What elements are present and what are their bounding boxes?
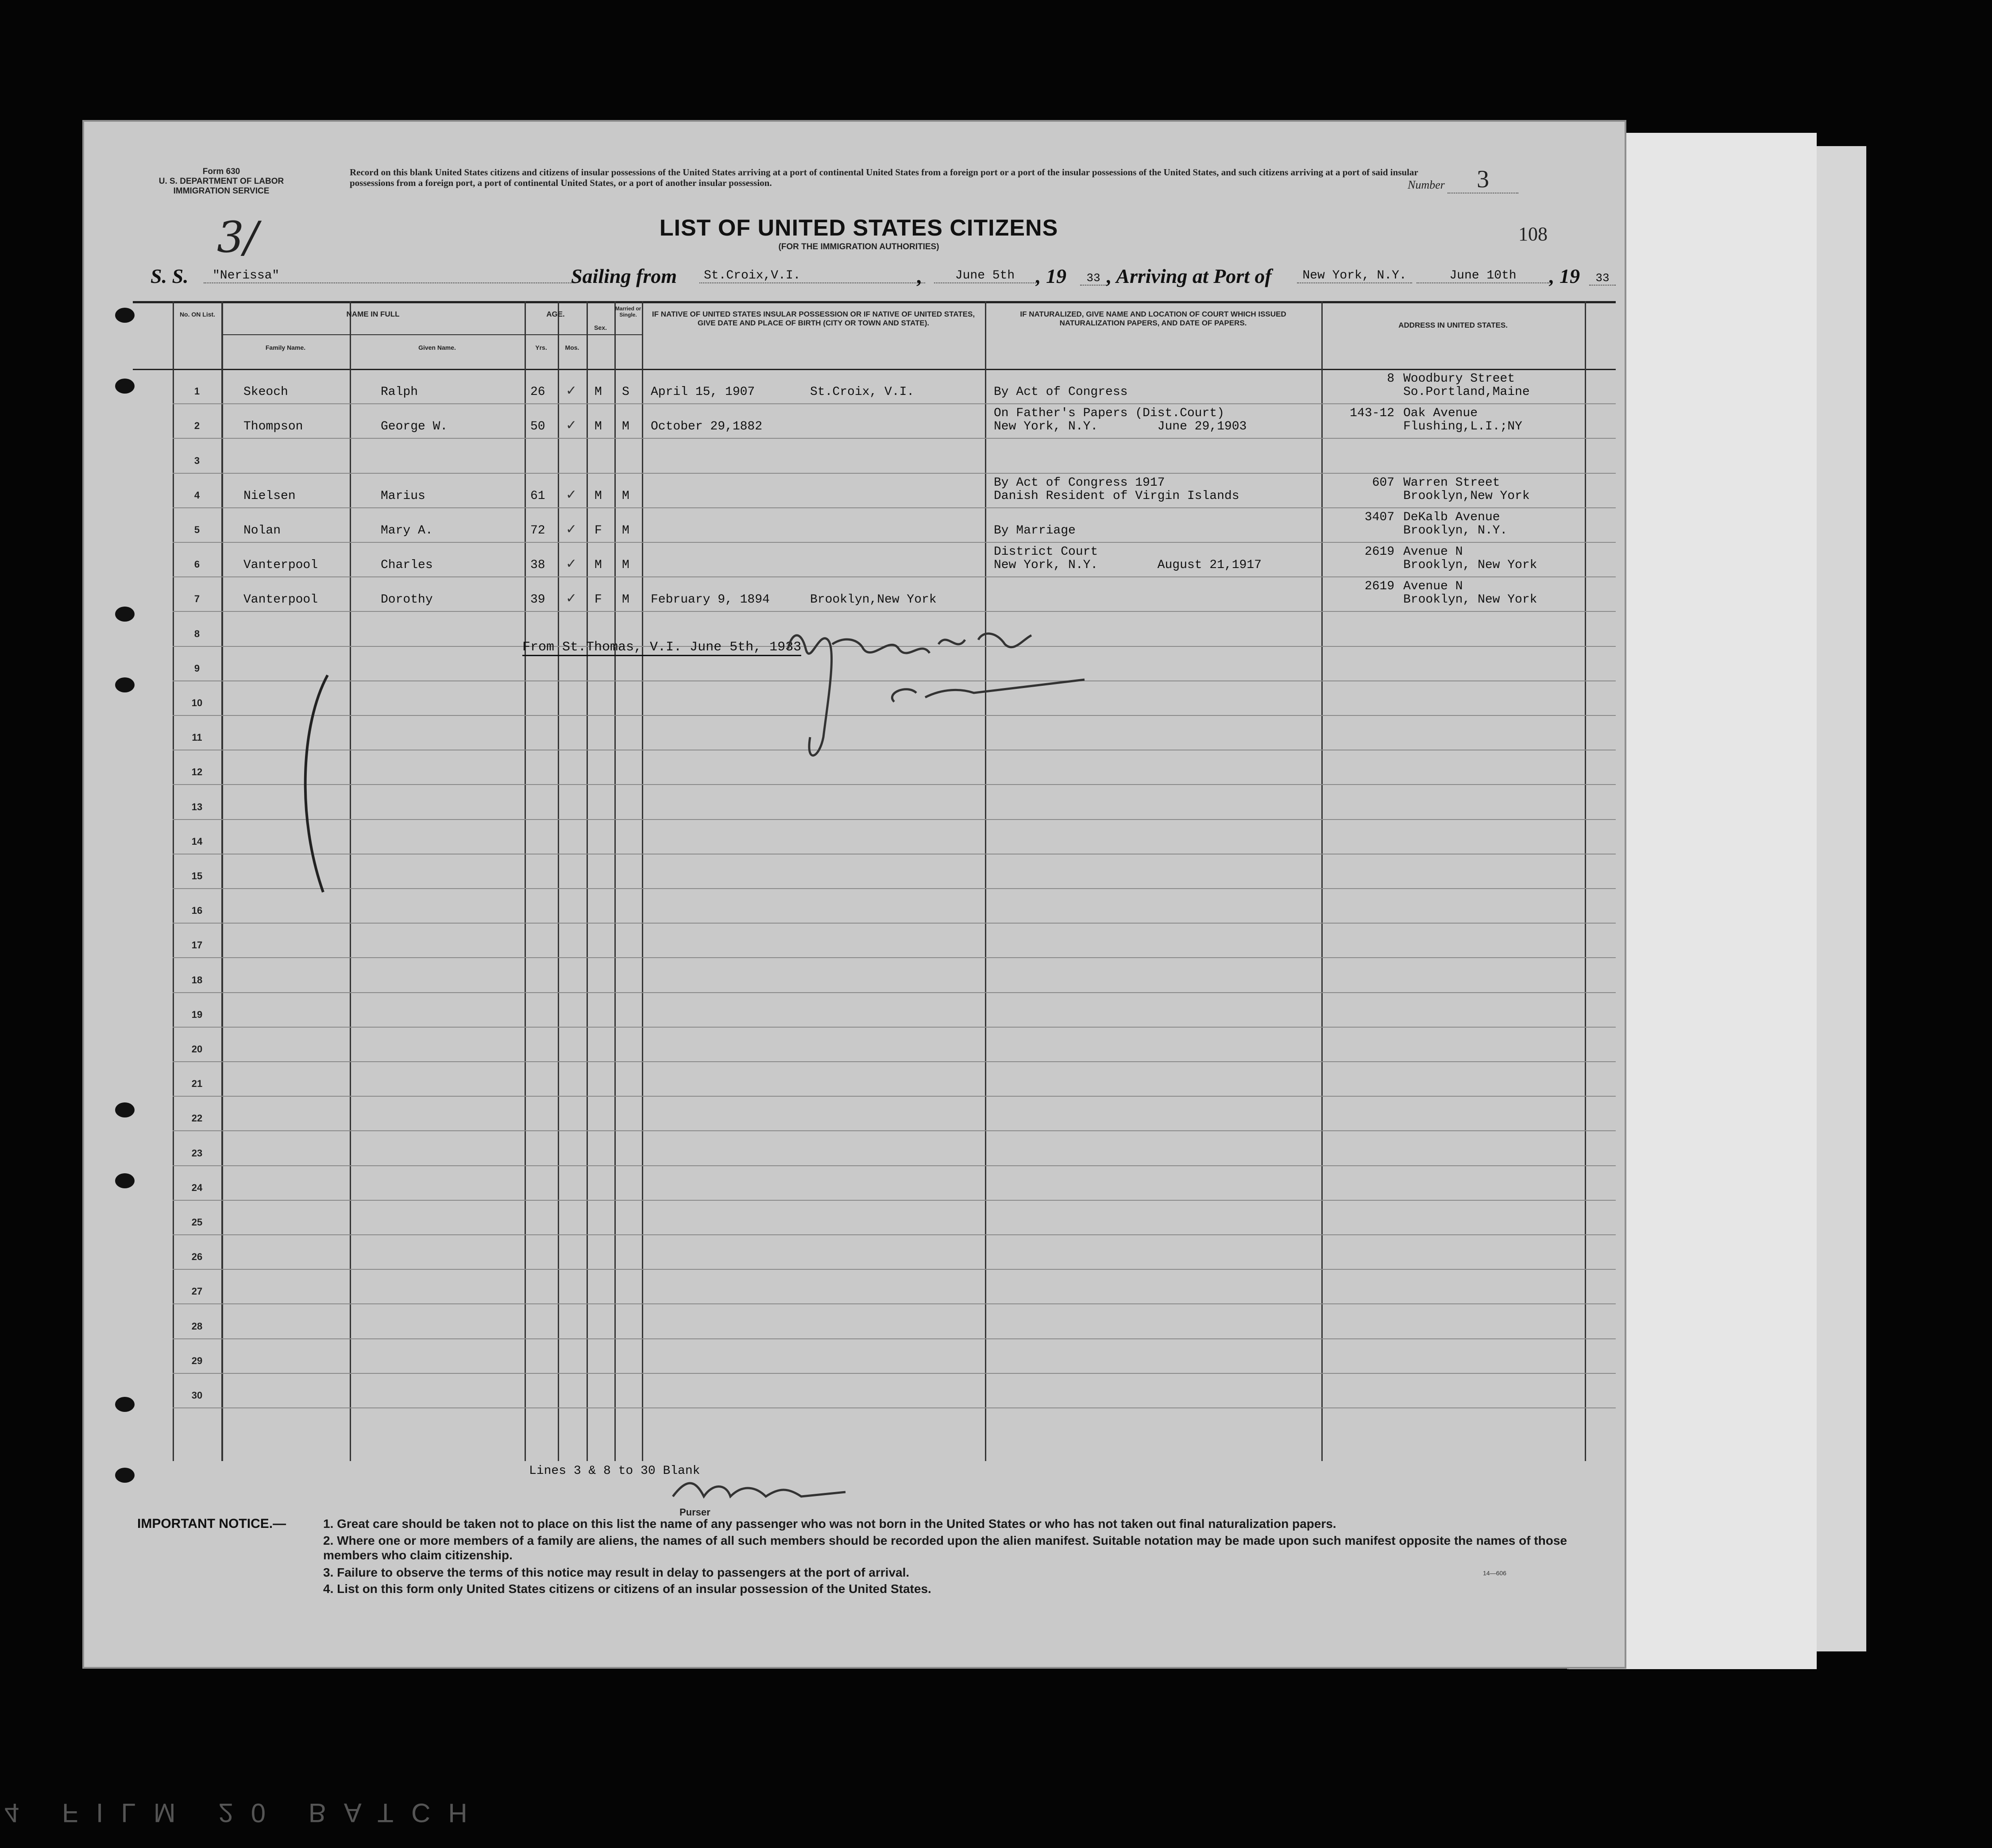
row-number: 2 xyxy=(194,420,200,432)
comma-separator: , xyxy=(916,265,922,287)
row-number: 5 xyxy=(194,524,200,535)
blank-lines-note: Lines 3 & 8 to 30 Blank xyxy=(529,1464,700,1478)
column-divider xyxy=(221,301,223,1461)
row-number: 13 xyxy=(191,801,203,812)
given-name: Dorothy xyxy=(381,593,433,607)
department-name: U. S. DEPARTMENT OF LABOR xyxy=(158,177,284,186)
address-number: 3407 xyxy=(1364,510,1394,524)
header-years: Yrs. xyxy=(535,344,547,351)
row-rule xyxy=(173,1027,1616,1028)
row-number: 9 xyxy=(194,662,200,674)
family-name: Vanterpool xyxy=(243,593,318,607)
row-number: 26 xyxy=(191,1251,203,1263)
address-city: So.Portland,Maine xyxy=(1403,385,1530,399)
notice-item: 2. Where one or more members of a family are aliens, the names of all such members should be recorded upon the alien manifest. Suitable notation may be made upon such manifest opposite the names of those members who claim citizenship. xyxy=(323,1534,1567,1562)
year-prefix: , 19 xyxy=(1549,265,1580,287)
sailing-date: June 5th xyxy=(934,269,1036,283)
age-years: 61 xyxy=(530,489,545,503)
year-prefix: , 19 xyxy=(1036,265,1066,287)
column-divider xyxy=(1321,301,1323,1461)
given-name: Ralph xyxy=(381,385,418,399)
row-rule xyxy=(173,1407,1616,1408)
subheader-rule xyxy=(221,334,642,335)
arriving-label: , Arriving at Port of xyxy=(1107,265,1272,287)
column-divider xyxy=(614,301,616,1461)
service-name: IMMIGRATION SERVICE xyxy=(173,186,270,196)
address-street: Woodbury Street xyxy=(1403,372,1515,386)
column-divider xyxy=(985,301,986,1461)
row-rule xyxy=(173,438,1616,439)
number-value: 3 xyxy=(1448,166,1518,193)
punch-hole xyxy=(115,1468,135,1483)
punch-hole xyxy=(115,379,135,394)
punch-hole xyxy=(115,1102,135,1117)
number-label: Number xyxy=(1408,178,1445,191)
check-mark: ✓ xyxy=(566,522,577,537)
ss-label: S. S. xyxy=(151,265,189,287)
age-years: 39 xyxy=(530,593,545,607)
important-notice-label: IMPORTANT NOTICE.— xyxy=(137,1516,286,1531)
row-rule xyxy=(173,888,1616,889)
row-number: 27 xyxy=(191,1286,203,1297)
column-divider xyxy=(587,301,588,1461)
birth-date: October 29,1882 xyxy=(651,420,763,434)
check-mark: ✓ xyxy=(566,556,577,572)
row-number: 12 xyxy=(191,766,203,778)
family-name: Vanterpool xyxy=(243,558,318,572)
notice-item: 4. List on this form only United States citizens or citizens of an insular possession of the United States. xyxy=(323,1582,931,1596)
row-number: 8 xyxy=(194,628,200,639)
address-street: Oak Avenue xyxy=(1403,406,1478,421)
page-subtitle: (FOR THE IMMIGRATION AUTHORITIES) xyxy=(778,242,939,251)
address-number: 607 xyxy=(1372,476,1394,490)
sex: M xyxy=(595,420,602,434)
arrival-date: June 10th xyxy=(1417,269,1549,283)
row-rule xyxy=(173,1269,1616,1270)
row-number: 30 xyxy=(191,1390,203,1401)
sex: M xyxy=(595,489,602,503)
row-rule xyxy=(173,611,1616,612)
row-number: 11 xyxy=(192,732,202,743)
sex: F xyxy=(595,524,602,537)
row-number: 10 xyxy=(191,697,203,708)
family-name: Skeoch xyxy=(243,385,288,399)
address-street: DeKalb Avenue xyxy=(1403,510,1500,524)
form-code: 14—606 xyxy=(1483,1570,1506,1577)
address-city: Brooklyn, New York xyxy=(1403,558,1537,572)
married-single: M xyxy=(622,593,629,607)
address-street: Avenue N xyxy=(1403,545,1463,559)
row-rule xyxy=(173,1200,1616,1201)
row-rule xyxy=(173,576,1616,577)
naturalization-line-1: By Act of Congress xyxy=(994,385,1128,399)
punch-hole xyxy=(115,607,135,622)
address-number: 8 xyxy=(1387,372,1394,386)
row-number: 28 xyxy=(191,1320,203,1332)
arrival-port: New York, N.Y. xyxy=(1297,269,1412,283)
check-mark: ✓ xyxy=(566,487,577,503)
handwritten-list-mark: 3/ xyxy=(217,213,259,262)
notice-item: 1. Great care should be taken not to place on this list the name of any passenger who was not born in the United States or who has not taken out final naturalization papers. xyxy=(323,1517,1336,1531)
birth-date: February 9, 1894 xyxy=(651,593,770,607)
table-top-rule xyxy=(133,301,1616,303)
row-number: 17 xyxy=(191,939,203,951)
row-rule xyxy=(173,957,1616,958)
header-age: AGE. xyxy=(546,310,565,318)
header-name-in-full: NAME IN FULL xyxy=(346,310,400,318)
punch-hole xyxy=(115,1397,135,1412)
row-rule xyxy=(173,1234,1616,1235)
column-divider xyxy=(350,301,351,1461)
family-name: Nolan xyxy=(243,524,281,537)
header-given-name: Given Name. xyxy=(418,344,456,351)
row-rule xyxy=(173,403,1616,404)
punch-hole xyxy=(115,1173,135,1188)
purser-label: Purser xyxy=(679,1507,710,1518)
arrival-year: 33 xyxy=(1589,271,1616,286)
address-number: 2619 xyxy=(1364,545,1394,559)
row-number: 14 xyxy=(191,835,203,847)
married-single: M xyxy=(622,420,629,434)
page-number: 108 xyxy=(1518,223,1548,245)
given-name: Marius xyxy=(381,489,425,503)
row-number: 20 xyxy=(191,1044,203,1055)
film-strip-text: 4 FILM 20 BATCH xyxy=(4,1798,485,1828)
married-single: S xyxy=(622,385,629,399)
row-rule xyxy=(173,473,1616,474)
row-number: 7 xyxy=(194,593,200,605)
sailing-label: Sailing from xyxy=(571,265,677,287)
row-number: 22 xyxy=(191,1113,203,1124)
header-family-name: Family Name. xyxy=(265,344,306,351)
handwritten-bracket xyxy=(292,671,336,901)
row-number: 4 xyxy=(194,489,200,501)
naturalization-line-1: By Marriage xyxy=(994,524,1076,537)
sex: M xyxy=(595,558,602,572)
age-years: 72 xyxy=(530,524,545,537)
given-name: George W. xyxy=(381,420,448,434)
header-no-on-list: No. ON List. xyxy=(179,311,216,318)
header-birth: IF NATIVE OF UNITED STATES INSULAR POSSESSION OR IF NATIVE OF UNITED STATES, GIVE DATE AND PLACE OF BIRTH (CITY OR TOWN AND STATE). xyxy=(652,310,975,327)
address-number: 143-12 xyxy=(1350,406,1394,421)
row-number: 21 xyxy=(191,1078,203,1090)
passenger-table xyxy=(133,301,1616,1461)
row-number: 16 xyxy=(191,905,203,916)
address-city: Brooklyn, New York xyxy=(1403,593,1537,607)
birth-place: St.Croix, V.I. xyxy=(810,385,915,399)
row-number: 1 xyxy=(194,386,200,397)
married-single: M xyxy=(622,489,629,503)
naturalization-line-1: By Act of Congress 1917 xyxy=(994,476,1165,490)
departure-port: St.Croix,V.I. xyxy=(699,269,925,283)
row-number: 23 xyxy=(191,1147,203,1159)
given-name: Charles xyxy=(381,558,433,572)
married-single: M xyxy=(622,558,629,572)
punch-hole xyxy=(115,308,135,323)
sex: M xyxy=(595,385,602,399)
row-rule xyxy=(173,1130,1616,1131)
row-number: 19 xyxy=(191,1009,203,1020)
header-sex: Sex. xyxy=(594,324,607,331)
row-rule xyxy=(173,1096,1616,1097)
naturalization-line-1: District Court xyxy=(994,545,1098,559)
age-years: 38 xyxy=(530,558,545,572)
row-rule xyxy=(173,1061,1616,1062)
check-mark: ✓ xyxy=(566,591,577,607)
naturalization-line-2: New York, N.Y. June 29,1903 xyxy=(994,420,1247,434)
punch-hole xyxy=(115,677,135,692)
header-married-single: Married or Single. xyxy=(615,305,641,318)
header-months: Mos. xyxy=(565,344,579,351)
age-years: 26 xyxy=(530,385,545,399)
row-number: 15 xyxy=(191,870,203,881)
row-number: 6 xyxy=(194,559,200,570)
birth-date: April 15, 1907 xyxy=(651,385,755,399)
header-bottom-rule xyxy=(133,369,1616,370)
row-rule xyxy=(173,542,1616,543)
form-identifier xyxy=(133,167,310,196)
header-instructions: Record on this blank United States citizens and citizens of insular possessions of the United States arriving at a port of continental United States from a foreign port or a port of the insular possessions of the United States, and such citizens arriving at a port of said insular possessions from a foreign port, a port of continental United States, or a port of another insular possession. xyxy=(350,167,1418,188)
address-city: Flushing,L.I.;NY xyxy=(1403,420,1522,434)
purser-signature xyxy=(668,1474,854,1510)
page-title: LIST OF UNITED STATES CITIZENS xyxy=(659,215,1058,241)
row-number: 29 xyxy=(191,1355,203,1366)
age-years: 50 xyxy=(530,420,545,434)
married-single: M xyxy=(622,524,629,537)
row-rule xyxy=(173,1165,1616,1166)
check-mark: ✓ xyxy=(566,418,577,433)
address-city: Brooklyn,New York xyxy=(1403,489,1530,503)
row-rule xyxy=(173,923,1616,924)
address-number: 2619 xyxy=(1364,580,1394,594)
notice-item: 3. Failure to observe the terms of this notice may result in delay to passengers at the port of arrival. xyxy=(323,1566,910,1579)
row-rule xyxy=(173,819,1616,820)
check-mark: ✓ xyxy=(566,383,577,399)
row-rule xyxy=(173,1373,1616,1374)
birth-place: Brooklyn,New York xyxy=(810,593,937,607)
row-rule xyxy=(173,1338,1616,1339)
naturalization-line-2: New York, N.Y. August 21,1917 xyxy=(994,558,1262,572)
column-divider xyxy=(525,301,526,1461)
column-divider xyxy=(642,301,643,1461)
ship-name: "Nerissa" xyxy=(204,269,575,283)
row-rule xyxy=(173,507,1616,508)
column-divider xyxy=(1585,301,1586,1461)
given-name: Mary A. xyxy=(381,524,433,537)
row-rule xyxy=(173,992,1616,993)
address-city: Brooklyn, N.Y. xyxy=(1403,524,1508,537)
address-street: Avenue N xyxy=(1403,580,1463,594)
row-number: 3 xyxy=(194,455,200,466)
family-name: Thompson xyxy=(243,420,303,434)
naturalization-line-1: On Father's Papers (Dist.Court) xyxy=(994,406,1224,421)
column-divider xyxy=(558,301,559,1461)
row-number: 18 xyxy=(191,974,203,986)
manifest-page xyxy=(84,122,1625,1667)
section-subheading: From St.Thomas, V.I. June 5th, 1933 xyxy=(522,640,801,656)
row-rule xyxy=(173,1303,1616,1304)
header-naturalized: IF NATURALIZED, GIVE NAME AND LOCATION OF COURT WHICH ISSUED NATURALIZATION PAPERS, AND DATE OF PAPERS. xyxy=(1020,310,1286,327)
sailing-year: 33 xyxy=(1080,271,1107,286)
family-name: Nielsen xyxy=(243,489,296,503)
address-street: Warren Street xyxy=(1403,476,1500,490)
row-number: 25 xyxy=(191,1217,203,1228)
header-address: ADDRESS IN UNITED STATES. xyxy=(1398,321,1508,329)
row-number: 24 xyxy=(191,1182,203,1193)
form-number: Form 630 xyxy=(202,167,240,176)
sex: F xyxy=(595,593,602,607)
naturalization-line-2: Danish Resident of Virgin Islands xyxy=(994,489,1239,503)
handwritten-signature xyxy=(775,613,1138,799)
